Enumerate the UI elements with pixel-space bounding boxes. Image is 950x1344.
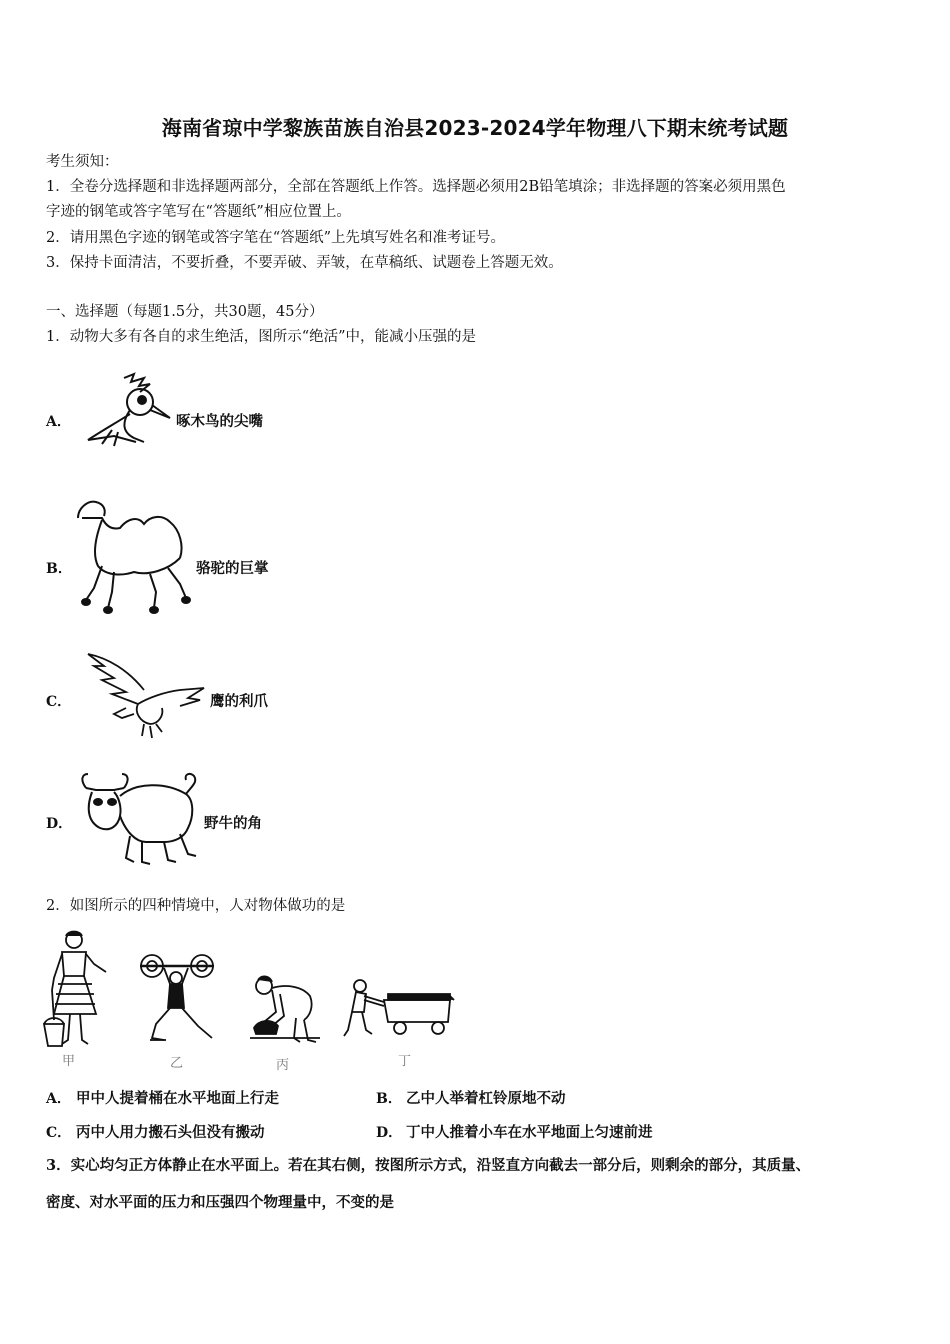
page-title: 海南省琼中学黎族苗族自治县2023-2024学年物理八下期末统考试题 <box>161 116 789 140</box>
q1-option-b-text: 骆驼的巨掌 <box>196 560 269 577</box>
q2-option-a-text: 甲中人提着桶在水平地面上行走 <box>76 1090 279 1107</box>
figure-label-ding: 丁 <box>398 1054 412 1069</box>
question-1-stem: 1．动物大多有各自的求生绝活，图所示“绝活”中，能减小压强的是 <box>46 329 477 345</box>
camel-icon <box>72 496 194 616</box>
question-3-stem-line-2: 密度、对水平面的压力和压强四个物理量中，不变的是 <box>46 1194 394 1211</box>
q1-option-d-text: 野牛的角 <box>204 815 262 832</box>
notice-item-1-line-1: 1．全卷分选择题和非选择题两部分，全部在答题纸上作答。选择题必须用2B铅笔填涂；非选择题的答案必须用黑色 <box>46 179 786 195</box>
person-lifting-stone-icon <box>250 972 322 1044</box>
notice-item-3: 3．保持卡面清洁，不要折叠，不要弄破、弄皱，在草稿纸、试题卷上答题无效。 <box>46 255 563 271</box>
notice-heading: 考生须知： <box>46 154 119 170</box>
q2-option-a-letter: A． <box>46 1091 71 1107</box>
q1-option-a-text: 啄木鸟的尖嘴 <box>176 413 263 430</box>
weightlifter-icon <box>136 954 218 1044</box>
q1-option-a-letter: A． <box>46 414 71 430</box>
q1-option-d-letter: D． <box>46 816 73 832</box>
q2-option-c-letter: C． <box>46 1125 72 1141</box>
section-heading: 一、选择题（每题1.5分，共30题，45分） <box>46 304 324 320</box>
q2-option-c-text: 丙中人用力搬石头但没有搬动 <box>76 1124 265 1141</box>
figure-label-yi: 乙 <box>170 1056 184 1071</box>
woodpecker-icon <box>84 372 170 450</box>
girl-carrying-bucket-icon <box>40 928 112 1048</box>
notice-item-1-line-2: 字迹的钢笔或答字笔写在“答题纸”相应位置上。 <box>46 204 351 220</box>
eagle-icon <box>84 652 206 740</box>
q2-option-d-letter: D． <box>376 1125 403 1141</box>
question-3-stem-line-1: 3．实心均匀正方体静止在水平面上。若在其右侧，按图所示方式，沿竖直方向截去一部分后，则剩余的部分，其质量、 <box>46 1157 811 1174</box>
q2-option-d-text: 丁中人推着小车在水平地面上匀速前进 <box>406 1124 653 1141</box>
person-pushing-cart-icon <box>344 978 456 1040</box>
bison-icon <box>76 772 200 866</box>
figure-label-bing: 丙 <box>276 1058 290 1073</box>
notice-item-2: 2．请用黑色字迹的钢笔或答字笔在“答题纸”上先填写姓名和准考证号。 <box>46 230 506 246</box>
q1-option-c-letter: C． <box>46 694 72 710</box>
q2-option-b-letter: B． <box>376 1091 402 1107</box>
figure-label-jia: 甲 <box>62 1054 76 1069</box>
q1-option-b-letter: B． <box>46 561 72 577</box>
q1-option-c-text: 鹰的利爪 <box>210 693 268 710</box>
question-2-stem: 2．如图所示的四种情境中，人对物体做功的是 <box>46 898 346 914</box>
q2-option-b-text: 乙中人举着杠铃原地不动 <box>406 1090 566 1107</box>
